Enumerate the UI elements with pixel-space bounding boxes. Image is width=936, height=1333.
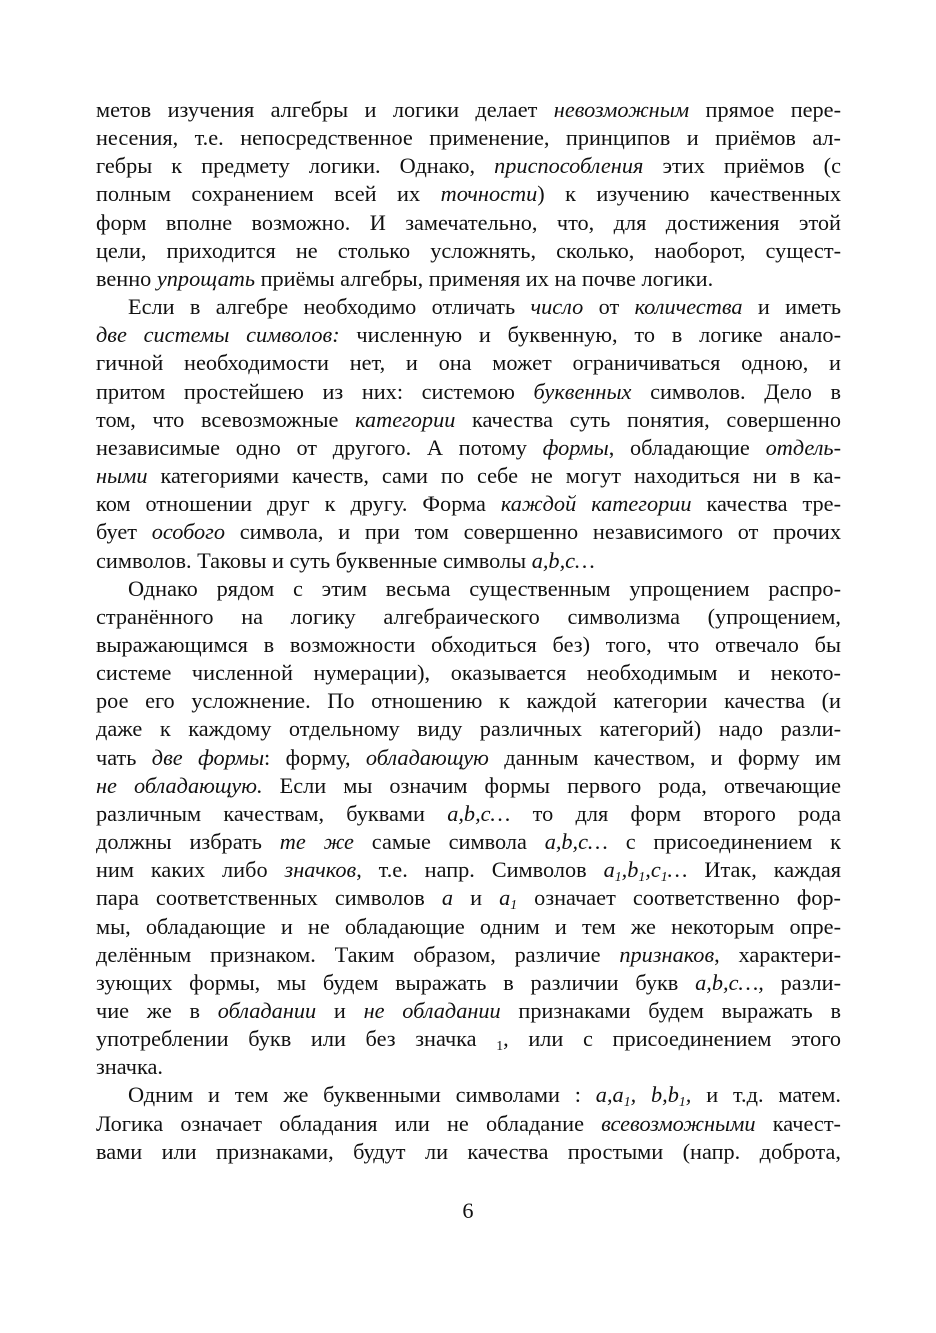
text-segment: , характери- (714, 941, 841, 967)
italic-text: две системы символов: (96, 322, 340, 348)
text-line (96, 293, 841, 321)
italic-text: приспособления (494, 153, 644, 179)
text-line (96, 349, 841, 377)
italic-text: количества (634, 294, 743, 320)
text-line (96, 490, 841, 518)
page-body (96, 96, 841, 1166)
text-line (96, 913, 841, 941)
italic-text: отдель- (765, 434, 841, 460)
text-line (96, 378, 841, 406)
text-segment: качества суть понятия, совершенно (455, 406, 841, 432)
page-number: 6 (462, 1198, 474, 1223)
text-segment: ) к изучению качественных (537, 181, 842, 207)
subscript (661, 869, 668, 884)
text-segment: символов. Таковы и суть буквенные символы (96, 547, 532, 573)
text-segment: : форму, (264, 744, 366, 770)
text-line (96, 152, 841, 180)
text-segment: несения, т.е. непосредственное применение, принципов и приёмов ал- (96, 125, 841, 151)
text-line (96, 884, 841, 912)
text-line (96, 434, 841, 462)
text-segment: бует (96, 519, 152, 545)
text-line (96, 321, 841, 349)
text-segment: рое его усложнение. По отношению к каждой категории качества (и (96, 688, 841, 714)
subscript (679, 1094, 686, 1109)
italic-text: формы (542, 434, 609, 460)
text-line (96, 772, 841, 800)
text-segment: , т.е. напр. Символов (356, 857, 604, 883)
text-segment: цели, приходится не столько усложнять, сколько, наоборот, сущест- (96, 237, 841, 263)
italic-text: … (667, 857, 688, 883)
italic-text: , b,b (630, 1082, 679, 1108)
italic-text: a,b,c… (531, 547, 595, 573)
text-segment: от (583, 294, 635, 320)
text-segment: чать (96, 744, 152, 770)
text-segment: качества тре- (691, 491, 841, 517)
subscript-text: 1 (623, 1094, 631, 1110)
text-line (96, 659, 841, 687)
italic-text: a (595, 1082, 607, 1108)
text-line (96, 631, 841, 659)
text-segment: и (316, 998, 364, 1023)
text-line (96, 462, 841, 490)
text-segment: , (606, 1082, 613, 1108)
text-segment: категориями качеств, сами по себе не могут находиться ни в ка- (147, 463, 841, 489)
text-line (96, 209, 841, 237)
text-line (96, 237, 841, 265)
italic-text: ,b (621, 857, 639, 883)
italic-text: буквенных (533, 378, 632, 404)
subscript-text: 1 (678, 1094, 686, 1110)
text-segment: данным качеством, и форму им (488, 744, 841, 770)
text-segment: венно (96, 265, 157, 291)
text-line (96, 1053, 841, 1081)
italic-text: признаков (619, 941, 715, 967)
text-line (96, 265, 841, 293)
text-segment: ком отношении друг к другу. Форма (96, 491, 501, 517)
paragraph (96, 293, 841, 575)
italic-text: особого (151, 519, 225, 545)
subscript-text: 1 (660, 869, 668, 885)
italic-text: категории (355, 406, 456, 432)
subscript-text: 1 (510, 897, 518, 913)
subscript (624, 1094, 631, 1109)
subscript-text: 1 (614, 869, 622, 885)
text-segment: признаками будем выражать в (500, 998, 841, 1023)
text-segment: и иметь (742, 294, 841, 320)
italic-text: обладании (217, 998, 317, 1023)
subscript (615, 869, 622, 884)
text-line (96, 715, 841, 743)
italic-text: не обладании (363, 998, 501, 1023)
text-line (96, 575, 841, 603)
italic-text: невозможным (553, 97, 690, 122)
text-segment: даже к каждому отдельному виду различных категорий) надо разли- (96, 716, 841, 742)
text-line (96, 1110, 841, 1138)
text-line (96, 406, 841, 434)
text-segment: Если мы означим формы первого рода, отвечающие (262, 772, 841, 798)
text-segment: ним каких либо (96, 857, 285, 883)
text-segment: форм вполне возможно. И замечательно, что, для достижения этой (96, 209, 841, 235)
text-line (96, 941, 841, 969)
paragraph (96, 96, 841, 293)
text-segment: и т.д. матем. (691, 1082, 841, 1108)
italic-text: всевозможными (601, 1110, 756, 1136)
text-line (96, 744, 841, 772)
text-line (96, 856, 841, 884)
text-segment: метов изучения алгебры и логики делает (96, 97, 554, 122)
italic-text: a (499, 885, 511, 911)
text-line (96, 969, 841, 997)
text-segment: разли- (763, 969, 841, 995)
text-line (96, 518, 841, 546)
text-segment: Итак, каждая (687, 857, 841, 883)
text-line (96, 1025, 841, 1053)
text-segment: численную и буквенную, то в логике анало- (339, 322, 841, 348)
text-line (96, 547, 841, 575)
italic-text: значков (284, 857, 357, 883)
text-segment: то для форм второго рода (510, 800, 842, 826)
text-segment: , или с присоединением этого (503, 1026, 841, 1052)
text-segment: прямое пере- (689, 97, 842, 122)
italic-text: a (603, 857, 615, 883)
text-line (96, 180, 841, 208)
text-segment: различным качествам, буквами (96, 800, 448, 826)
text-segment: том, что всевозможные (96, 406, 356, 432)
text-segment: мы, обладающие и не обладающие одним и тем же некоторым опре- (96, 913, 841, 939)
text-segment: Однако рядом с этим весьма существенным упрощением распро- (128, 575, 841, 601)
italic-text: ,c (645, 857, 661, 883)
paragraph (96, 1081, 841, 1165)
italic-text: a (441, 885, 454, 911)
text-line (96, 124, 841, 152)
text-segment: зующих формы, мы будем выражать в различии букв (96, 969, 696, 995)
italic-text: две формы (151, 744, 265, 770)
italic-text: ными (96, 463, 148, 489)
text-segment: Одним и тем же буквенными символами : (128, 1082, 596, 1108)
italic-text: a,b,c… (447, 800, 511, 826)
text-segment: вами или признаками, будут ли качества простыми (напр. доброта, (96, 1138, 841, 1164)
italic-text: каждой категории (500, 491, 692, 517)
text-segment: делённым признаком. Таким образом, различие (96, 941, 620, 967)
text-segment: Если в алгебре необходимо отличать (128, 294, 531, 320)
text-segment: должны избрать (96, 829, 280, 855)
text-segment: приёмы алгебры, применяя их на почве логики. (255, 265, 714, 291)
text-segment: гичной необходимости нет, и она может ограничиваться одною, и (96, 350, 841, 376)
text-segment: самые символа (353, 829, 545, 855)
subscript-text: 1 (638, 869, 646, 885)
subscript: 1 (496, 1038, 504, 1054)
text-segment: с присоединением к (607, 829, 841, 855)
italic-text: a,b,c…, (695, 969, 764, 995)
text-segment: притом простейшею из них: системою (96, 378, 534, 404)
text-segment: странённого на логику алгебраического символизма (упрощением, (96, 603, 841, 629)
italic-text: a (612, 1082, 624, 1108)
text-segment: символов. Дело в (631, 378, 841, 404)
paragraph (96, 575, 841, 1082)
text-segment: Логика означает обладания или не обладание (96, 1110, 602, 1136)
italic-text: точности (440, 181, 538, 207)
italic-text: обладающую (365, 744, 489, 770)
italic-text: , (685, 1082, 692, 1108)
text-segment: пара соответственных символов (96, 885, 442, 911)
text-segment: чие же в (96, 998, 218, 1023)
italic-text: число (530, 294, 584, 320)
text-segment: значка. (96, 1054, 163, 1080)
text-segment: , обладающие (608, 434, 766, 460)
text-segment: качест- (755, 1110, 841, 1136)
italic-text: упрощать (156, 265, 256, 291)
text-line (96, 828, 841, 856)
text-segment: полным сохранением всей их (96, 181, 441, 207)
text-segment: означает соответственно фор- (517, 885, 841, 911)
italic-text: a,b,c… (544, 829, 608, 855)
text-segment: употреблении букв или без значка (96, 1026, 497, 1052)
italic-text: не обладающую. (96, 772, 263, 798)
text-segment: и (453, 885, 500, 911)
text-line (96, 96, 841, 124)
text-segment: этих приёмов (с (643, 153, 841, 179)
text-line (96, 997, 841, 1025)
text-line (96, 687, 841, 715)
text-line (96, 603, 841, 631)
text-segment: выражающимся в возможности обходиться без) того, что отвечало бы (96, 631, 841, 657)
text-segment: системе численной нумерации), оказывается необходимым и некото- (96, 660, 841, 686)
text-line (96, 800, 841, 828)
text-segment: символа, и при том совершенно независимого от прочих (224, 519, 841, 545)
italic-text: те же (279, 829, 354, 855)
text-segment: гебры к предмету логики. Однако, (96, 153, 495, 179)
text-segment: независимые одно от другого. А потому (96, 434, 543, 460)
text-line (96, 1081, 841, 1109)
text-line (96, 1138, 841, 1166)
